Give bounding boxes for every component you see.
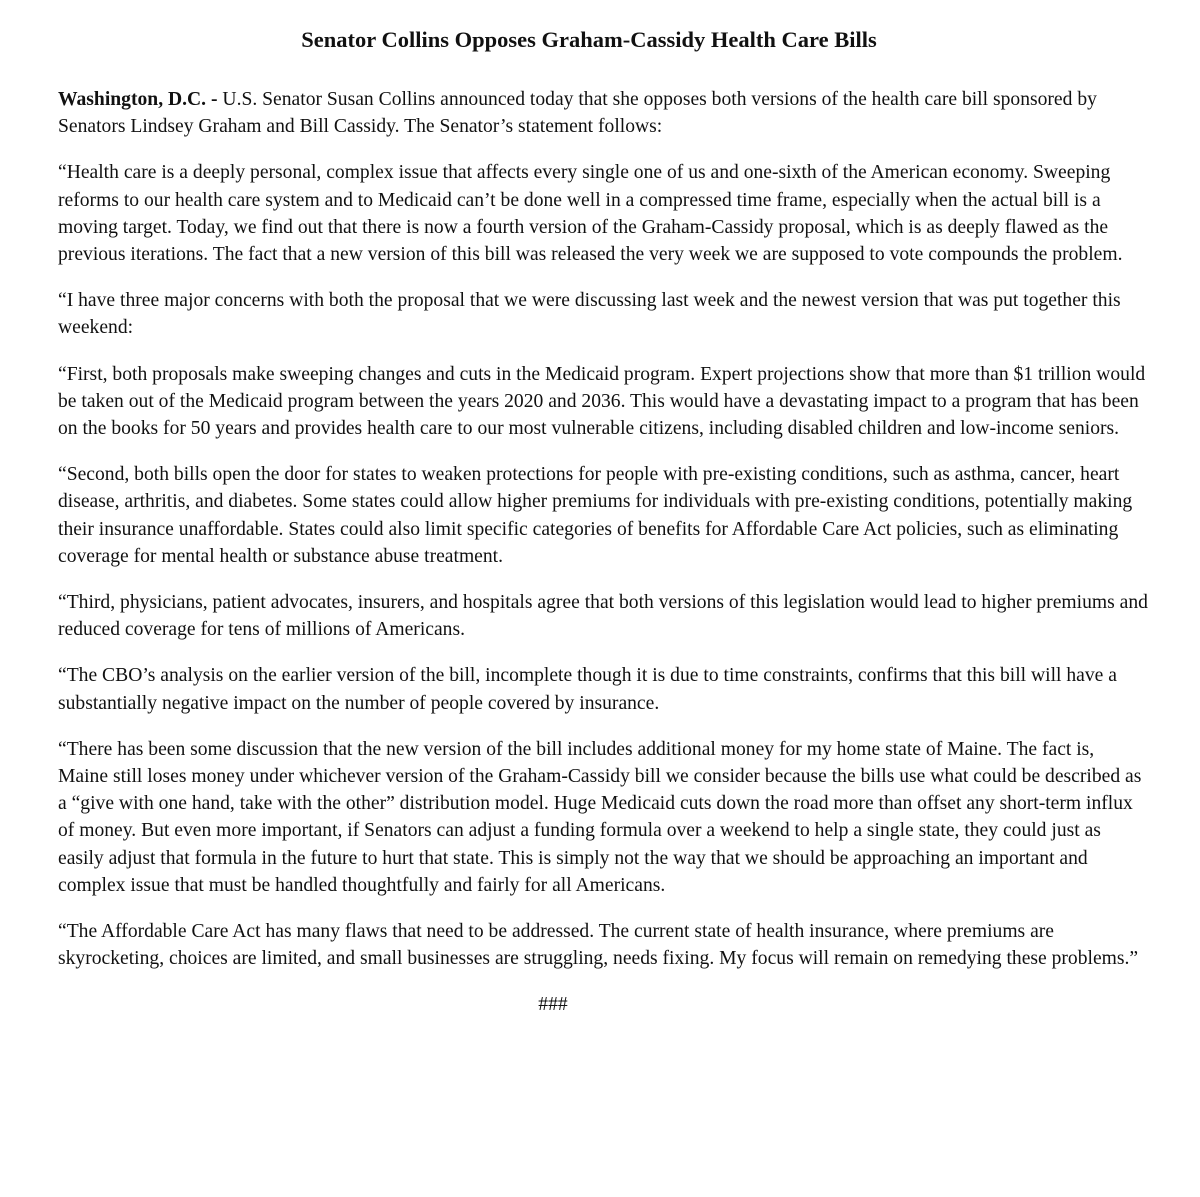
press-release <box>58 26 1148 1018</box>
statement-paragraph: “The Affordable Care Act has many flaws that need to be addressed. The current state of health insurance, where premiums are skyrocketing, choices are limited, and small businesses are struggling, needs fixing. My focus will remain on remedying these problems.” <box>58 921 1139 970</box>
page-title: Senator Collins Opposes Graham-Cassidy Health Care Bills <box>301 27 877 52</box>
intro-text: U.S. Senator Susan Collins announced today that she opposes both versions of the health care bill sponsored by Senators Lindsey Graham and Bill Cassidy. The Senator’s statement follows: <box>58 89 1097 138</box>
statement-paragraph: “There has been some discussion that the new version of the bill includes additional money for my home state of Maine. The fact is, Maine still loses money under whichever version of the Graham-Cassidy bill we consider because the bills use what could be described as a “give with one hand, take with the other” distribution model. Huge Medicaid cuts down the road more than offset any short-term influx of money. But even more important, if Senators can adjust a funding formula over a weekend to help a single state, they could just as easily adjust that formula in the future to hurt that state. This is simply not the way that we should be approaching an important and complex issue that must be handled thoughtfully and fairly for all Americans. <box>58 738 1142 896</box>
statement-paragraph: “The CBO’s analysis on the earlier version of the bill, incomplete though it is due to time constraints, confirms that this bill will have a substantially negative impact on the number of people covered by insurance. <box>58 665 1117 714</box>
statement-paragraph: “Health care is a deeply personal, complex issue that affects every single one of us and one-sixth of the American economy. Sweeping reforms to our health care system and to Medicaid can’t be done well in a compressed time frame, especially when the actual bill is a moving target. Today, we find out that there is now a fourth version of the Graham-Cassidy proposal, which is as deeply flawed as the previous iterations. The fact that a new version of this bill was released the very week we are supposed to vote compounds the problem. <box>58 162 1123 266</box>
statement-paragraph: “I have three major concerns with both the proposal that we were discussing last week and the newest version that was put together this weekend: <box>58 290 1121 339</box>
statement-paragraph: “First, both proposals make sweeping changes and cuts in the Medicaid program. Expert projections show that more than $1 trillion would be taken out of the Medicaid program between the years 2020 and 2036. This would have a devastating impact to a program that has been on the books for 50 years and provides health care to our most vulnerable citizens, including disabled children and low-income seniors. <box>58 363 1146 440</box>
statement-paragraph: “Third, physicians, patient advocates, insurers, and hospitals agree that both versions of this legislation would lead to higher premiums and reduced coverage for tens of millions of Americans. <box>58 592 1148 641</box>
intro-paragraph <box>58 86 1148 140</box>
statement-paragraph: “Second, both bills open the door for states to weaken protections for people with pre-existing conditions, such as asthma, cancer, heart disease, arthritis, and diabetes. Some states could allow higher premiums for individuals with pre-existing conditions, potentially making their insurance unaffordable. States could also limit specific categories of benefits for Affordable Care Act policies, such as eliminating coverage for mental health or substance abuse treatment. <box>58 464 1133 567</box>
dateline: Washington, D.C. - <box>58 89 218 110</box>
end-mark: ### <box>538 994 568 1016</box>
